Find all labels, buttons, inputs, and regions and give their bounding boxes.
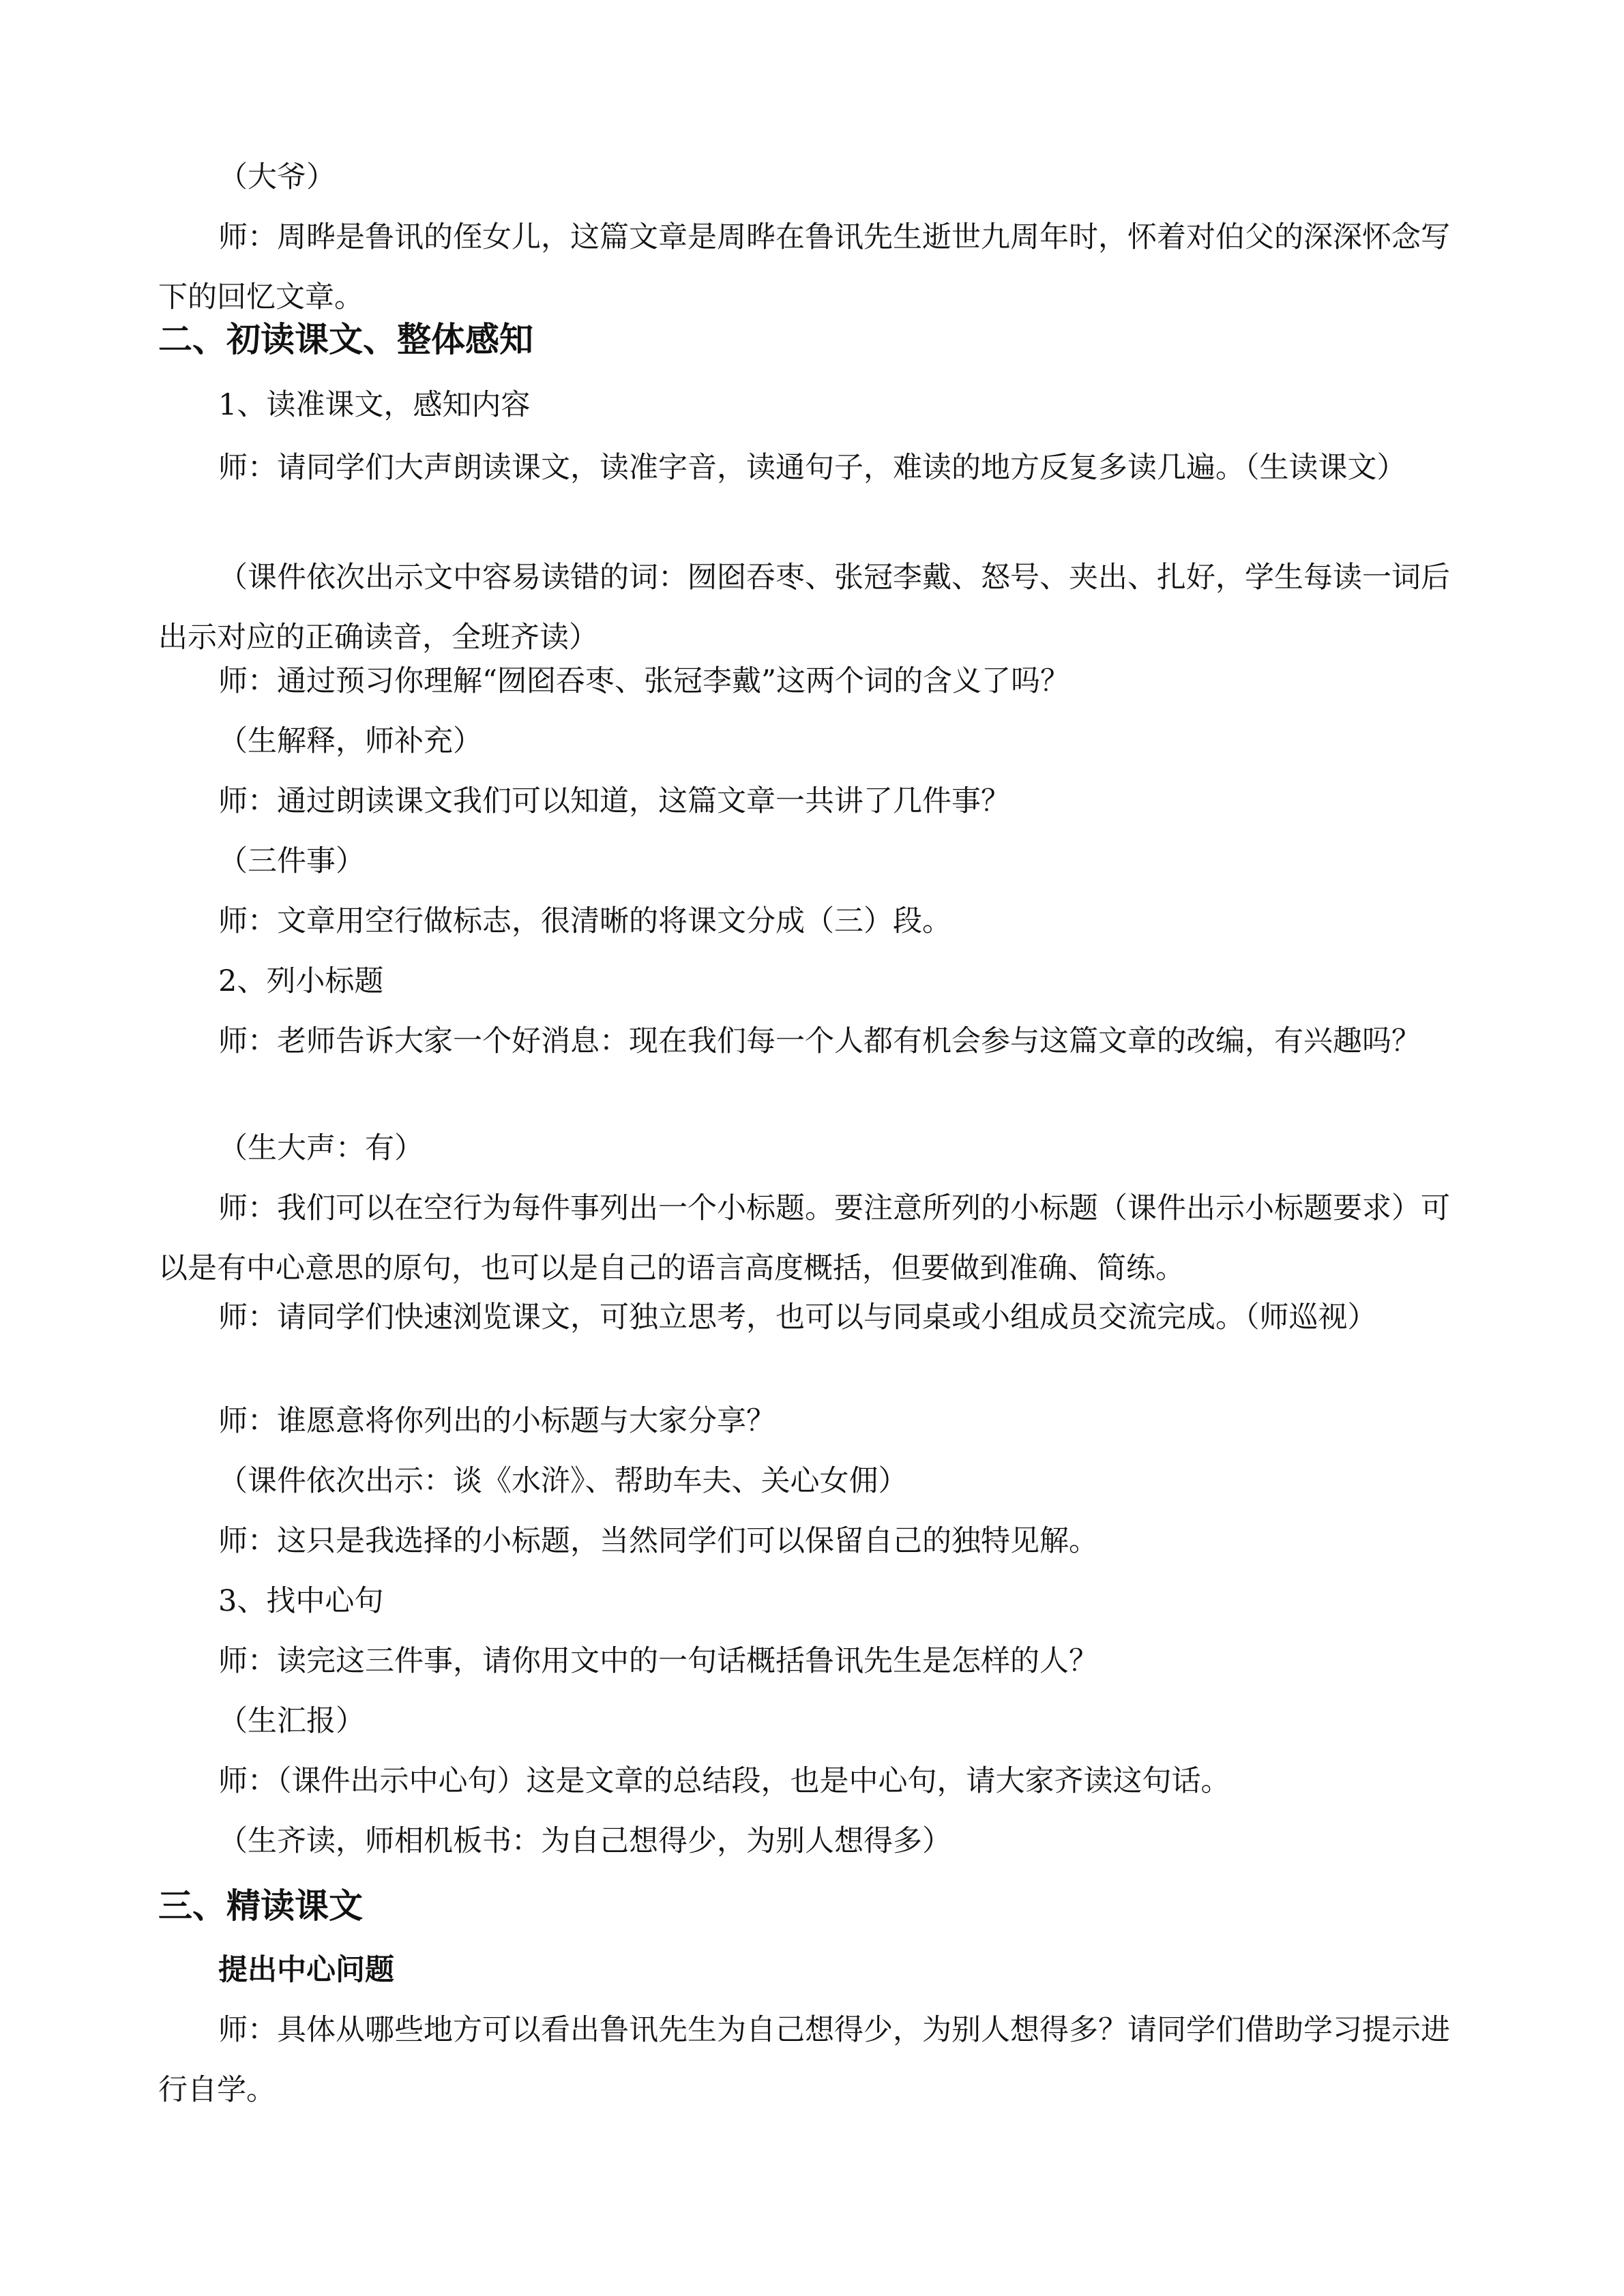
paragraph-courseware-subtitles: （课件依次出示：谈《水浒》、帮助车夫、关心女佣） [218,1464,908,1498]
paragraph-courseware-words: （课件依次出示文中容易读错的词：囫囵吞枣、张冠李戴、怒号、夹出、扎好，学生每读一词后出示对应的正确读音，全班齐读） [158,561,1450,655]
subheading-central-question: 提出中心问题 [218,1953,394,1987]
paragraph-student-yes: （生大声：有） [218,1131,424,1165]
step-heading-3: 3、找中心句 [218,1584,384,1618]
paragraph-teacher-intro: 师：周晔是鲁讯的侄女儿，这篇文章是周晔在鲁讯先生逝世九周年时，怀着对伯父的深深怀念写下的回忆文章。 [158,220,1450,314]
section-heading-3: 三、精读课文 [158,1886,363,1926]
paragraph-summary-paragraph: 师：（课件出示中心句）这是文章的总结段，也是中心句，请大家齐读这句话。 [218,1764,1230,1798]
paragraph-three-sections: 师：文章用空行做标志，很清晰的将课文分成（三）段。 [218,904,951,938]
paragraph-good-news: 师：老师告诉大家一个好消息：现在我们每一个人都有机会参与这篇文章的改编，有兴趣吗？ [218,1024,1421,1058]
paragraph-how-many-events: 师：通过朗读课文我们可以知道，这篇文章一共讲了几件事？ [218,784,1010,818]
paragraph-browse-text: 师：请同学们快速浏览课文，可独立思考，也可以与同桌或小组成员交流完成。（师巡视） [218,1300,1377,1335]
paragraph-student-report: （生汇报） [218,1704,365,1738]
paragraph-word-meaning-question: 师：通过预习你理解“囫囵吞枣、张冠李戴”这两个词的含义了吗？ [218,664,1069,698]
section-heading-2: 二、初读课文、整体感知 [158,320,533,359]
paragraph-three-events: （三件事） [218,844,365,878]
paragraph-share-subtitles: 师：谁愿意将你列出的小标题与大家分享？ [218,1404,776,1438]
paragraph-central-sentence-question: 师：读完这三件事，请你用文中的一句话概括鲁讯先生是怎样的人？ [218,1644,1098,1678]
paragraph-subtitle-requirements: 师：我们可以在空行为每件事列出一个小标题。要注意所列的小标题（课件出示小标题要求）可以是有中心意思的原句，也可以是自己的语言高度概括，但要做到准确、简练。 [158,1191,1450,1285]
paragraph-own-views: 师：这只是我选择的小标题，当然同学们可以保留自己的独特见解。 [218,1524,1098,1558]
paragraph-self-study: 师：具体从哪些地方可以看出鲁讯先生为自己想得少，为别人想得多？请同学们借助学习提示进行自学。 [158,2013,1450,2107]
paragraph-answer-daye: （大爷） [218,160,336,194]
step-heading-1: 1、读准课文，感知内容 [218,388,531,422]
step-heading-2: 2、列小标题 [218,964,384,998]
paragraph-board-writing: （生齐读，师相机板书：为自己想得少，为别人想得多） [218,1824,951,1858]
paragraph-read-aloud: 师：请同学们大声朗读课文，读准字音，读通句子，难读的地方反复多读几遍。（生读课文） [218,451,1406,485]
paragraph-student-explain: （生解释，师补充） [218,724,482,758]
